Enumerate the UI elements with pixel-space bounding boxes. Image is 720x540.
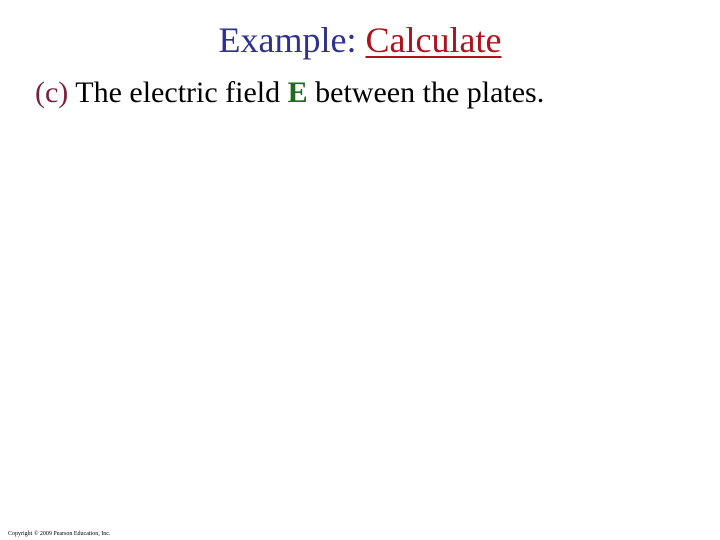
title-accent-text: Calculate [365, 20, 502, 60]
slide-title [0, 18, 720, 62]
slide-question [35, 73, 544, 113]
field-symbol: E [287, 76, 308, 109]
copyright-notice: Copyright © 2009 Pearson Education, Inc. [8, 531, 111, 537]
title-lead-text: Example: [218, 20, 357, 60]
part-label: (c) [35, 76, 69, 109]
question-text-end: between the plates. [315, 76, 545, 109]
question-text-start: The electric field [75, 76, 281, 109]
